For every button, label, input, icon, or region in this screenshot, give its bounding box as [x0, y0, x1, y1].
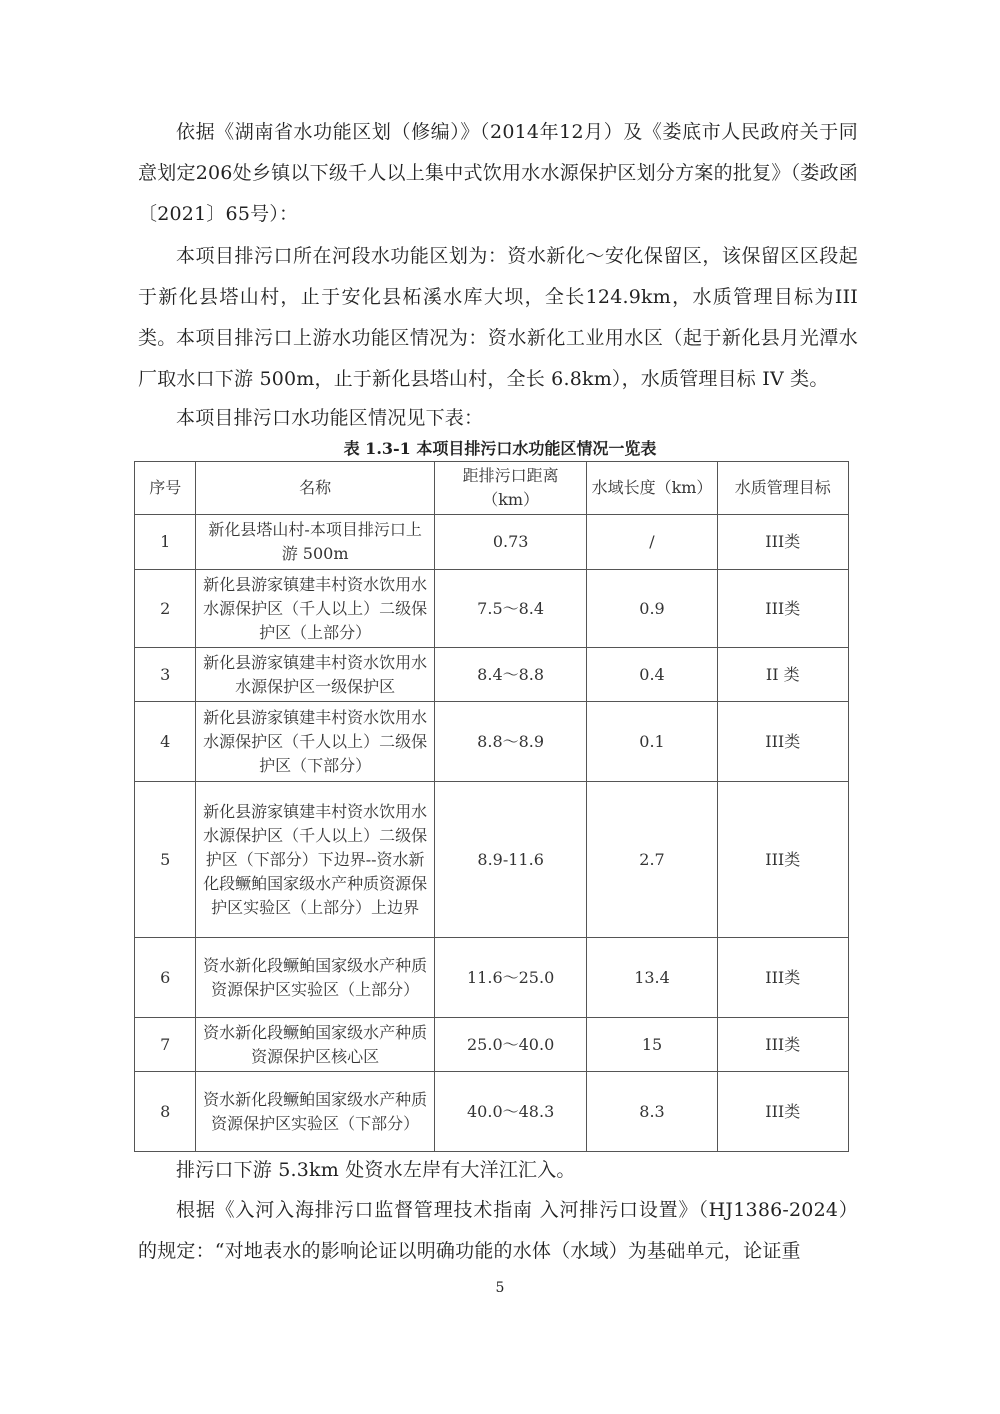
cell-length: 15	[587, 1018, 717, 1072]
cell-length: 13.4	[587, 938, 717, 1018]
paragraph-function-zone: 本项目排污口所在河段水功能区划为：资水新化～安化保留区，该保留区区段起于新化县塔山村，止于安化县柘溪水库大坝，全长124.9km，水质管理目标为III类。	[138, 245, 858, 349]
paragraph-basis: 依据《湖南省水功能区划（修编）》（2014年12月）及《娄底市人民政府关于同意划定206处乡镇以下级千人以上集中式饮用水水源保护区划分方案的批复》（娄政函〔2021〕65号）：	[138, 121, 858, 225]
paragraph-downstream: 排污口下游 5.3km 处资水左岸有大洋江汇入。	[176, 1159, 576, 1181]
cell-length: 0.1	[587, 702, 717, 782]
cell-distance: 7.5～8.4	[434, 570, 587, 648]
cell-target: III类	[717, 1018, 848, 1072]
cell-distance: 8.8～8.9	[434, 702, 587, 782]
cell-index: 8	[135, 1072, 196, 1152]
cell-length: /	[587, 515, 717, 570]
cell-target: III类	[717, 782, 848, 938]
water-function-table	[134, 461, 849, 1152]
cell-distance: 11.6～25.0	[434, 938, 587, 1018]
cell-target: III类	[717, 702, 848, 782]
cell-index: 1	[135, 515, 196, 570]
table-row	[135, 570, 849, 648]
cell-index: 2	[135, 570, 196, 648]
paragraph-table-intro: 本项目排污口水功能区情况见下表：	[176, 407, 484, 429]
cell-name: 新化县游家镇建丰村资水饮用水水源保护区（千人以上）二级保护区（下部分）	[196, 702, 434, 782]
table-row	[135, 515, 849, 570]
cell-name: 新化县游家镇建丰村资水饮用水水源保护区一级保护区	[196, 648, 434, 702]
cell-length: 0.9	[587, 570, 717, 648]
cell-target: II 类	[717, 648, 848, 702]
cell-index: 7	[135, 1018, 196, 1072]
table-row	[135, 782, 849, 938]
cell-name: 资水新化段鳜鲌国家级水产种质资源保护区实验区（下部分）	[196, 1072, 434, 1152]
cell-index: 6	[135, 938, 196, 1018]
cell-length: 0.4	[587, 648, 717, 702]
cell-distance: 25.0～40.0	[434, 1018, 587, 1072]
cell-distance: 8.9-11.6	[434, 782, 587, 938]
table-row	[135, 648, 849, 702]
table-row	[135, 702, 849, 782]
header-name: 名称	[196, 462, 434, 515]
cell-name: 新化县游家镇建丰村资水饮用水水源保护区（千人以上）二级保护区（上部分）	[196, 570, 434, 648]
cell-name: 资水新化段鳜鲌国家级水产种质资源保护区核心区	[196, 1018, 434, 1072]
cell-index: 5	[135, 782, 196, 938]
cell-length: 2.7	[587, 782, 717, 938]
cell-length: 8.3	[587, 1072, 717, 1152]
cell-name: 新化县游家镇建丰村资水饮用水水源保护区（千人以上）二级保护区（下部分）下边界--资水新化段鳜鲌国家级水产种质资源保护区实验区（上部分）上边界	[196, 782, 434, 938]
table-row	[135, 1018, 849, 1072]
cell-distance: 40.0～48.3	[434, 1072, 587, 1152]
header-distance: 距排污口距离（km）	[434, 462, 587, 515]
cell-name: 新化县塔山村-本项目排污口上游 500m	[196, 515, 434, 570]
header-index: 序号	[135, 462, 196, 515]
cell-index: 4	[135, 702, 196, 782]
cell-target: III类	[717, 515, 848, 570]
table-row	[135, 938, 849, 1018]
header-length: 水域长度（km）	[587, 462, 717, 515]
table-header-row	[135, 462, 849, 515]
cell-target: III类	[717, 938, 848, 1018]
cell-distance: 8.4～8.8	[434, 648, 587, 702]
cell-distance: 0.73	[434, 515, 587, 570]
cell-target: III类	[717, 570, 848, 648]
header-target: 水质管理目标	[717, 462, 848, 515]
page-number: 5	[495, 1280, 505, 1296]
paragraph-regulation: 根据《入河入海排污口监督管理技术指南 入河排污口设置》（HJ1386-2024）的规定：“对地表水的影响论证以明确功能的水体（水域）为基础单元，论证重	[138, 1199, 858, 1262]
cell-name: 资水新化段鳜鲌国家级水产种质资源保护区实验区（上部分）	[196, 938, 434, 1018]
cell-target: III类	[717, 1072, 848, 1152]
table-row	[135, 1072, 849, 1152]
paragraph-upstream-zone: 本项目排污口上游水功能区情况为：资水新化工业用水区（起于新化县月光潭水厂取水口下游 500m，止于新化县塔山村，全长 6.8km），水质管理目标 IV 类。	[138, 327, 858, 390]
cell-index: 3	[135, 648, 196, 702]
table-caption: 表 1.3-1 本项目排污口水功能区情况一览表	[343, 439, 657, 458]
